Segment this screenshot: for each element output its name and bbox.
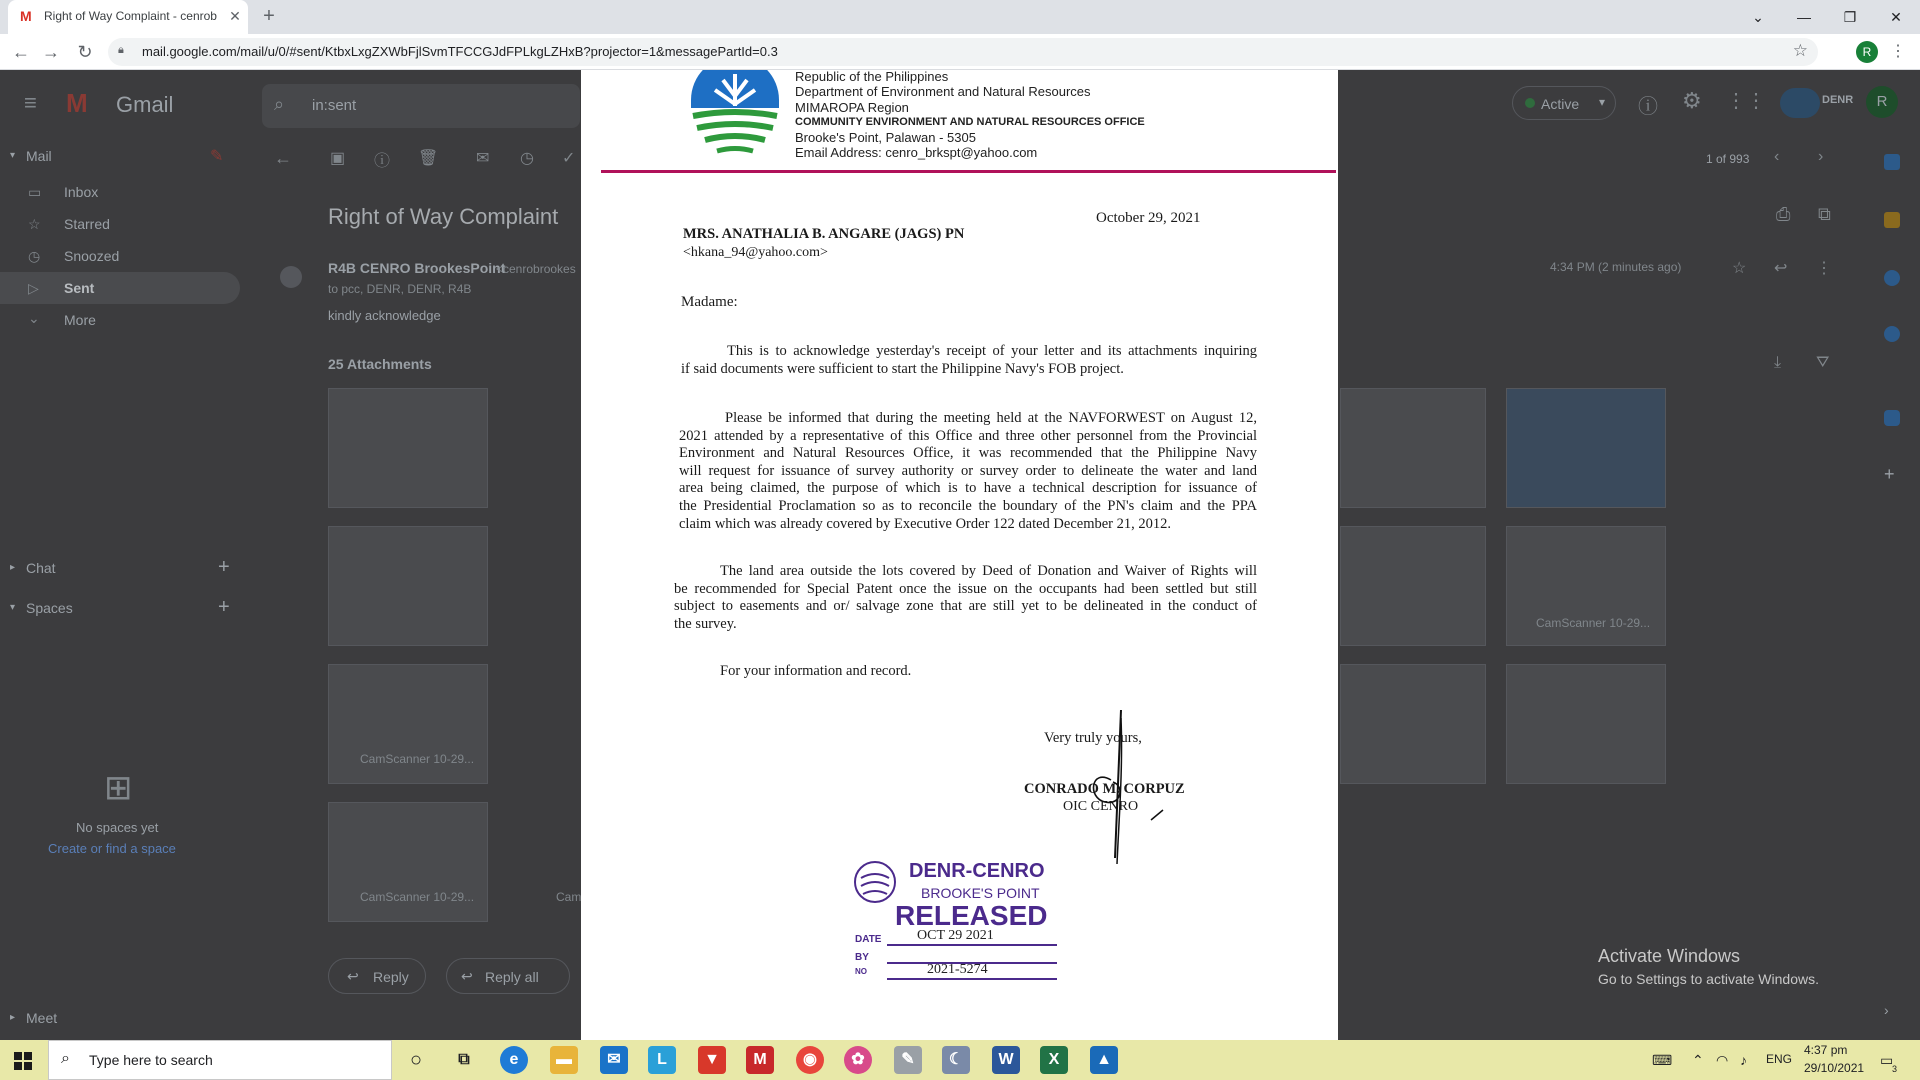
back-to-list-icon[interactable]: ← bbox=[274, 148, 292, 168]
letter-paragraph-3 bbox=[674, 563, 1257, 633]
stamp-date-line bbox=[887, 944, 1057, 946]
stamp-by-label: BY bbox=[855, 952, 869, 963]
nav-snoozed[interactable]: Snoozed bbox=[64, 248, 120, 264]
letterhead-line3: MIMAROPA Region bbox=[795, 100, 909, 115]
letter-paragraph-1 bbox=[681, 343, 1257, 378]
letter-addressee: MRS. ANATHALIA B. ANGARE (JAGS) PN bbox=[683, 226, 965, 242]
letterhead-line1: Republic of the Philippines bbox=[795, 69, 949, 84]
letter-paragraph-4: For your information and record. bbox=[720, 663, 912, 679]
attachment-thumbnail[interactable] bbox=[1340, 664, 1486, 784]
address-bar[interactable] bbox=[108, 38, 1818, 66]
status-dot-icon bbox=[1525, 98, 1535, 108]
pager-text: 1 of 993 bbox=[1706, 152, 1750, 166]
released-stamp bbox=[851, 858, 1061, 978]
paint-icon[interactable]: ✎ bbox=[894, 1046, 922, 1074]
watermark-subtitle: Go to Settings to activate Windows. bbox=[1598, 971, 1819, 987]
edge-icon[interactable]: e bbox=[500, 1046, 528, 1074]
open-new-window-icon[interactable]: ⧉ bbox=[1818, 204, 1831, 224]
close-window-button[interactable]: ✕ bbox=[1890, 9, 1902, 25]
email-subject: Right of Way Complaint bbox=[328, 204, 559, 229]
spaces-section-label[interactable]: Spaces bbox=[26, 600, 73, 616]
reload-icon[interactable]: ↻ bbox=[77, 42, 93, 62]
archive-icon[interactable]: ▣ bbox=[330, 150, 346, 167]
print-icon[interactable]: ⎙ bbox=[1776, 204, 1791, 224]
notification-icon[interactable]: ▭ bbox=[1880, 1052, 1894, 1068]
inbox-icon: ▭ bbox=[28, 184, 42, 200]
letter-closing: Very truly yours, bbox=[1044, 730, 1142, 746]
letterhead-line5: Brooke's Point, Palawan - 5305 bbox=[795, 130, 976, 145]
letter-position: OIC CENRO bbox=[1063, 799, 1139, 814]
attachment-thumbnail[interactable] bbox=[328, 664, 488, 784]
photo-viewer-icon[interactable]: ▲ bbox=[1090, 1046, 1118, 1074]
reply-all-label: Reply all bbox=[485, 969, 539, 985]
add-space-icon[interactable]: + bbox=[218, 596, 230, 618]
letterhead-divider bbox=[601, 170, 1336, 173]
bookmark-star-icon[interactable]: ☆ bbox=[1792, 41, 1808, 60]
delete-icon[interactable]: 🗑︎ bbox=[418, 150, 439, 167]
signature-icon bbox=[1061, 708, 1171, 868]
para2-line: Environment and Natural Resources Office, it was recommended that the Philippine Navy bbox=[679, 445, 1257, 462]
contacts-icon[interactable] bbox=[1884, 326, 1900, 342]
download-all-icon[interactable]: ⤓ bbox=[1774, 354, 1782, 371]
profile-avatar[interactable]: R bbox=[1856, 41, 1878, 63]
search-bar[interactable] bbox=[262, 84, 580, 128]
gmail-favicon-icon: M bbox=[20, 8, 32, 24]
language-indicator[interactable]: ENG bbox=[1766, 1052, 1793, 1066]
attachment-label: Cam bbox=[556, 890, 582, 904]
org-logo-icon bbox=[1780, 88, 1820, 118]
restore-button[interactable]: ❐ bbox=[1843, 9, 1857, 25]
reply-arrow-icon: ↩ bbox=[347, 968, 359, 984]
keep-icon[interactable] bbox=[1884, 212, 1900, 228]
chrome-icon[interactable]: ◉ bbox=[796, 1046, 824, 1074]
letter-signatory: CONRADO M. CORPUZ bbox=[1024, 781, 1185, 797]
hamburger-menu-icon[interactable]: ≡ bbox=[24, 90, 37, 115]
para2-line: claim which was already covered by Executive Order 122 dated December 21, 2012. bbox=[679, 515, 1172, 532]
letter-date: October 29, 2021 bbox=[1096, 210, 1201, 226]
status-selector[interactable] bbox=[1512, 86, 1616, 120]
activate-windows-watermark bbox=[1598, 946, 1819, 987]
para2-line: Please be informed that during the meeting held at the NAVFORWEST on August 12, bbox=[725, 410, 1257, 426]
volume-icon[interactable]: ♪ bbox=[1740, 1052, 1747, 1068]
get-addons-plus-icon[interactable]: + bbox=[1884, 464, 1895, 484]
account-avatar[interactable]: R bbox=[1866, 86, 1898, 118]
mail-section-label[interactable]: Mail bbox=[26, 148, 52, 164]
para3-line: The land area outside the lots covered by Deed of Donation and Waiver of Rights will bbox=[720, 563, 1257, 579]
red-app-icon[interactable]: ▼ bbox=[698, 1046, 726, 1074]
letterhead-line6: Email Address: cenro_brkspt@yahoo.com bbox=[795, 145, 1038, 160]
para2-line: 2021 attended by a representative of this Office and three other personnel from the Provincial bbox=[679, 427, 1257, 444]
expand-chat-icon[interactable]: ▸ bbox=[10, 562, 16, 573]
attachment-thumbnail[interactable] bbox=[1506, 664, 1666, 784]
nav-more[interactable]: More bbox=[64, 312, 96, 328]
email-timestamp: 4:34 PM (2 minutes ago) bbox=[1550, 260, 1682, 274]
sender-avatar bbox=[280, 266, 302, 288]
zoom-addon-icon[interactable] bbox=[1884, 410, 1900, 426]
help-icon[interactable]: ⓘ bbox=[1638, 96, 1658, 118]
para3-line: the survey. bbox=[674, 615, 737, 632]
attachment-thumbnail[interactable] bbox=[1340, 526, 1486, 646]
cortana-icon[interactable]: ○ bbox=[409, 1049, 423, 1071]
file-explorer-icon[interactable]: ▬ bbox=[550, 1046, 578, 1074]
stamp-date-value: OCT 29 2021 bbox=[917, 928, 994, 943]
para3-line: be recommended for Special Patent once the issue on the occupants had been settled but still bbox=[674, 580, 1257, 597]
report-spam-icon[interactable]: ⓘ bbox=[374, 153, 391, 170]
browser-tab[interactable] bbox=[8, 0, 248, 34]
url-text[interactable]: mail.google.com/mail/u/0/#sent/KtbxLxgZXWbFjlSvmTFCCGJdFPLkgLZHxB?projector=1&messagePartId=0.3 bbox=[142, 44, 778, 59]
star-icon: ☆ bbox=[28, 216, 41, 232]
photos-icon[interactable]: ✿ bbox=[844, 1046, 872, 1074]
compose-pencil-icon[interactable]: ✎ bbox=[210, 148, 224, 165]
stamp-line2: BROOKE'S POINT bbox=[921, 885, 1040, 901]
network-icon[interactable]: ◠ bbox=[1716, 1052, 1729, 1068]
no-spaces-text: No spaces yet bbox=[76, 820, 159, 835]
show-hidden-icons-icon[interactable]: ⌃ bbox=[1692, 1052, 1704, 1068]
windows-logo-icon bbox=[14, 1052, 32, 1070]
create-space-link[interactable]: Create or find a space bbox=[48, 841, 176, 856]
stamp-number: 2021-5274 bbox=[927, 962, 988, 977]
reply-button[interactable] bbox=[328, 958, 426, 994]
back-arrow-icon[interactable]: ← bbox=[12, 42, 30, 62]
search-icon: ⌕ bbox=[61, 1050, 70, 1067]
reply-all-button[interactable] bbox=[446, 958, 570, 994]
denr-logo-icon bbox=[687, 70, 783, 156]
meet-section-label[interactable]: Meet bbox=[26, 1010, 58, 1026]
tab-title: Right of Way Complaint - cenrob bbox=[44, 9, 217, 23]
para1-line: This is to acknowledge yesterday's receipt of your letter and its attachments inquiring bbox=[727, 343, 1257, 359]
stamp-no-label: NO bbox=[855, 967, 867, 976]
attachment-label: CamScanner 10-29... bbox=[1536, 616, 1651, 630]
org-label: DENR bbox=[1822, 94, 1854, 106]
stamp-seal-icon bbox=[851, 858, 899, 906]
sender-name[interactable]: R4B CENRO BrookesPoint bbox=[328, 260, 506, 276]
recipients-text[interactable]: to pcc, DENR, DENR, R4B bbox=[328, 282, 472, 296]
minimize-button[interactable]: — bbox=[1797, 9, 1811, 25]
stamp-no-line bbox=[887, 978, 1057, 980]
gmail-logo-icon[interactable]: M bbox=[66, 88, 88, 118]
add-chat-icon[interactable]: + bbox=[218, 556, 230, 578]
expand-more-icon: ⌄ bbox=[28, 310, 40, 326]
close-tab-icon[interactable]: ✕ bbox=[229, 8, 241, 24]
star-message-icon[interactable]: ☆ bbox=[1732, 260, 1747, 277]
mcafee-icon[interactable]: M bbox=[746, 1046, 774, 1074]
letterhead bbox=[581, 70, 1338, 180]
letterhead-line4: COMMUNITY ENVIRONMENT AND NATURAL RESOURCES OFFICE bbox=[795, 116, 1145, 128]
mail-icon[interactable]: ✉ bbox=[600, 1046, 628, 1074]
add-task-icon[interactable]: ✓ bbox=[562, 150, 576, 167]
chevron-down-icon: ▾ bbox=[1599, 95, 1606, 109]
nav-inbox[interactable]: Inbox bbox=[64, 184, 99, 200]
para2-line: area being claimed, the purpose of which is to have a technical description for issuance of bbox=[679, 480, 1257, 497]
taskbar-search[interactable] bbox=[48, 1040, 392, 1080]
spaces-placeholder-icon: ⊞ bbox=[104, 769, 133, 807]
attachment-thumbnail[interactable] bbox=[328, 802, 488, 922]
attachment-label: CamScanner 10-29... bbox=[360, 890, 475, 904]
tab-search-icon[interactable]: ⌄ bbox=[1752, 9, 1764, 25]
reply-icon[interactable]: ↩ bbox=[1774, 260, 1788, 277]
status-label: Active bbox=[1541, 96, 1580, 112]
lightshot-icon[interactable]: L bbox=[648, 1046, 676, 1074]
apps-grid-icon[interactable]: ⋮⋮ bbox=[1726, 90, 1766, 112]
expand-meet-icon[interactable]: ▸ bbox=[10, 1012, 16, 1023]
hide-panel-chevron-icon[interactable]: › bbox=[1884, 1002, 1889, 1018]
chrome-menu-icon[interactable]: ⋮ bbox=[1890, 43, 1906, 60]
more-options-icon[interactable]: ⋮ bbox=[1816, 260, 1832, 277]
clock-time[interactable]: 4:37 pm bbox=[1804, 1043, 1848, 1057]
collapse-spaces-icon[interactable]: ▾ bbox=[10, 602, 16, 613]
utility-icon[interactable]: ☾ bbox=[942, 1046, 970, 1074]
excel-icon[interactable]: X bbox=[1040, 1046, 1068, 1074]
tasks-icon[interactable] bbox=[1884, 270, 1900, 286]
attachment-thumbnail[interactable] bbox=[328, 388, 488, 508]
para1-line: if said documents were sufficient to start the Philippine Navy's FOB project. bbox=[681, 360, 1124, 377]
word-icon[interactable]: W bbox=[992, 1046, 1020, 1074]
chat-section-label[interactable]: Chat bbox=[26, 560, 56, 576]
letterhead-line2: Department of Environment and Natural Resources bbox=[795, 84, 1091, 99]
snooze-icon[interactable]: ◷ bbox=[520, 150, 534, 167]
keyboard-icon[interactable]: ⌨ bbox=[1652, 1052, 1673, 1068]
windows-taskbar bbox=[0, 1040, 1920, 1080]
mark-unread-icon[interactable]: ✉ bbox=[476, 150, 490, 167]
email-body-snippet: kindly acknowledge bbox=[328, 308, 441, 323]
clock-date[interactable]: 29/10/2021 bbox=[1804, 1061, 1865, 1075]
lock-icon[interactable]: 🔒︎ bbox=[118, 44, 124, 56]
calendar-icon[interactable] bbox=[1884, 154, 1900, 170]
newer-chevron-icon[interactable]: ‹ bbox=[1774, 148, 1780, 165]
para2-line: the Presidential Proclamation so as to reconcile the boundary of the PN's claim and the PPA bbox=[679, 497, 1257, 514]
attachments-count: 25 Attachments bbox=[328, 356, 432, 372]
stamp-line1: DENR-CENRO bbox=[909, 860, 1045, 882]
add-to-drive-icon[interactable]: ⛛ bbox=[1816, 354, 1830, 371]
search-icon[interactable]: ⌕ bbox=[274, 94, 285, 114]
taskbar-search-input[interactable]: Type here to search bbox=[89, 1052, 213, 1068]
letter-paragraph-2 bbox=[679, 410, 1257, 533]
start-button[interactable] bbox=[0, 1040, 48, 1080]
reply-all-arrow-icon: ↩ bbox=[461, 968, 473, 984]
send-icon: ▷ bbox=[28, 280, 39, 296]
new-tab-button[interactable]: + bbox=[263, 5, 275, 27]
para3-line: subject to easements and or/ salvage zone that are still yet to be delineated in the conduct of bbox=[674, 598, 1257, 615]
reply-label: Reply bbox=[373, 969, 409, 985]
forward-arrow-icon[interactable]: → bbox=[42, 42, 60, 62]
older-chevron-icon[interactable]: › bbox=[1818, 148, 1824, 165]
stamp-line3: RELEASED bbox=[895, 900, 1048, 931]
clock-icon: ◷ bbox=[28, 248, 41, 264]
sender-email: <cenrobrookes bbox=[496, 262, 576, 276]
attachment-label: CamScanner 10-29... bbox=[360, 752, 475, 766]
tab-strip bbox=[0, 0, 1920, 34]
stamp-date-label: DATE bbox=[855, 934, 882, 945]
letter-salutation: Madame: bbox=[681, 294, 738, 310]
watermark-title: Activate Windows bbox=[1598, 946, 1741, 966]
gmail-wordmark: Gmail bbox=[116, 92, 174, 117]
notification-count: 3 bbox=[1892, 1064, 1898, 1074]
attachment-thumbnail[interactable] bbox=[328, 526, 488, 646]
nav-starred[interactable]: Starred bbox=[64, 216, 110, 232]
attachment-thumbnail[interactable] bbox=[1340, 388, 1486, 508]
para2-line: will request for issuance of survey authority or survey order to delineate the water and land bbox=[679, 462, 1257, 479]
search-input[interactable]: in:sent bbox=[312, 97, 357, 114]
attachment-thumbnail[interactable] bbox=[1506, 388, 1666, 508]
browser-toolbar bbox=[0, 34, 1920, 70]
document-preview bbox=[581, 70, 1338, 1040]
letter-addressee-email: <hkana_94@yahoo.com> bbox=[683, 245, 828, 260]
nav-sent[interactable]: Sent bbox=[64, 280, 95, 296]
task-view-icon[interactable]: ⧉ bbox=[458, 1051, 470, 1068]
collapse-mail-icon[interactable]: ▾ bbox=[10, 150, 16, 161]
settings-gear-icon[interactable]: ⚙ bbox=[1682, 88, 1702, 113]
